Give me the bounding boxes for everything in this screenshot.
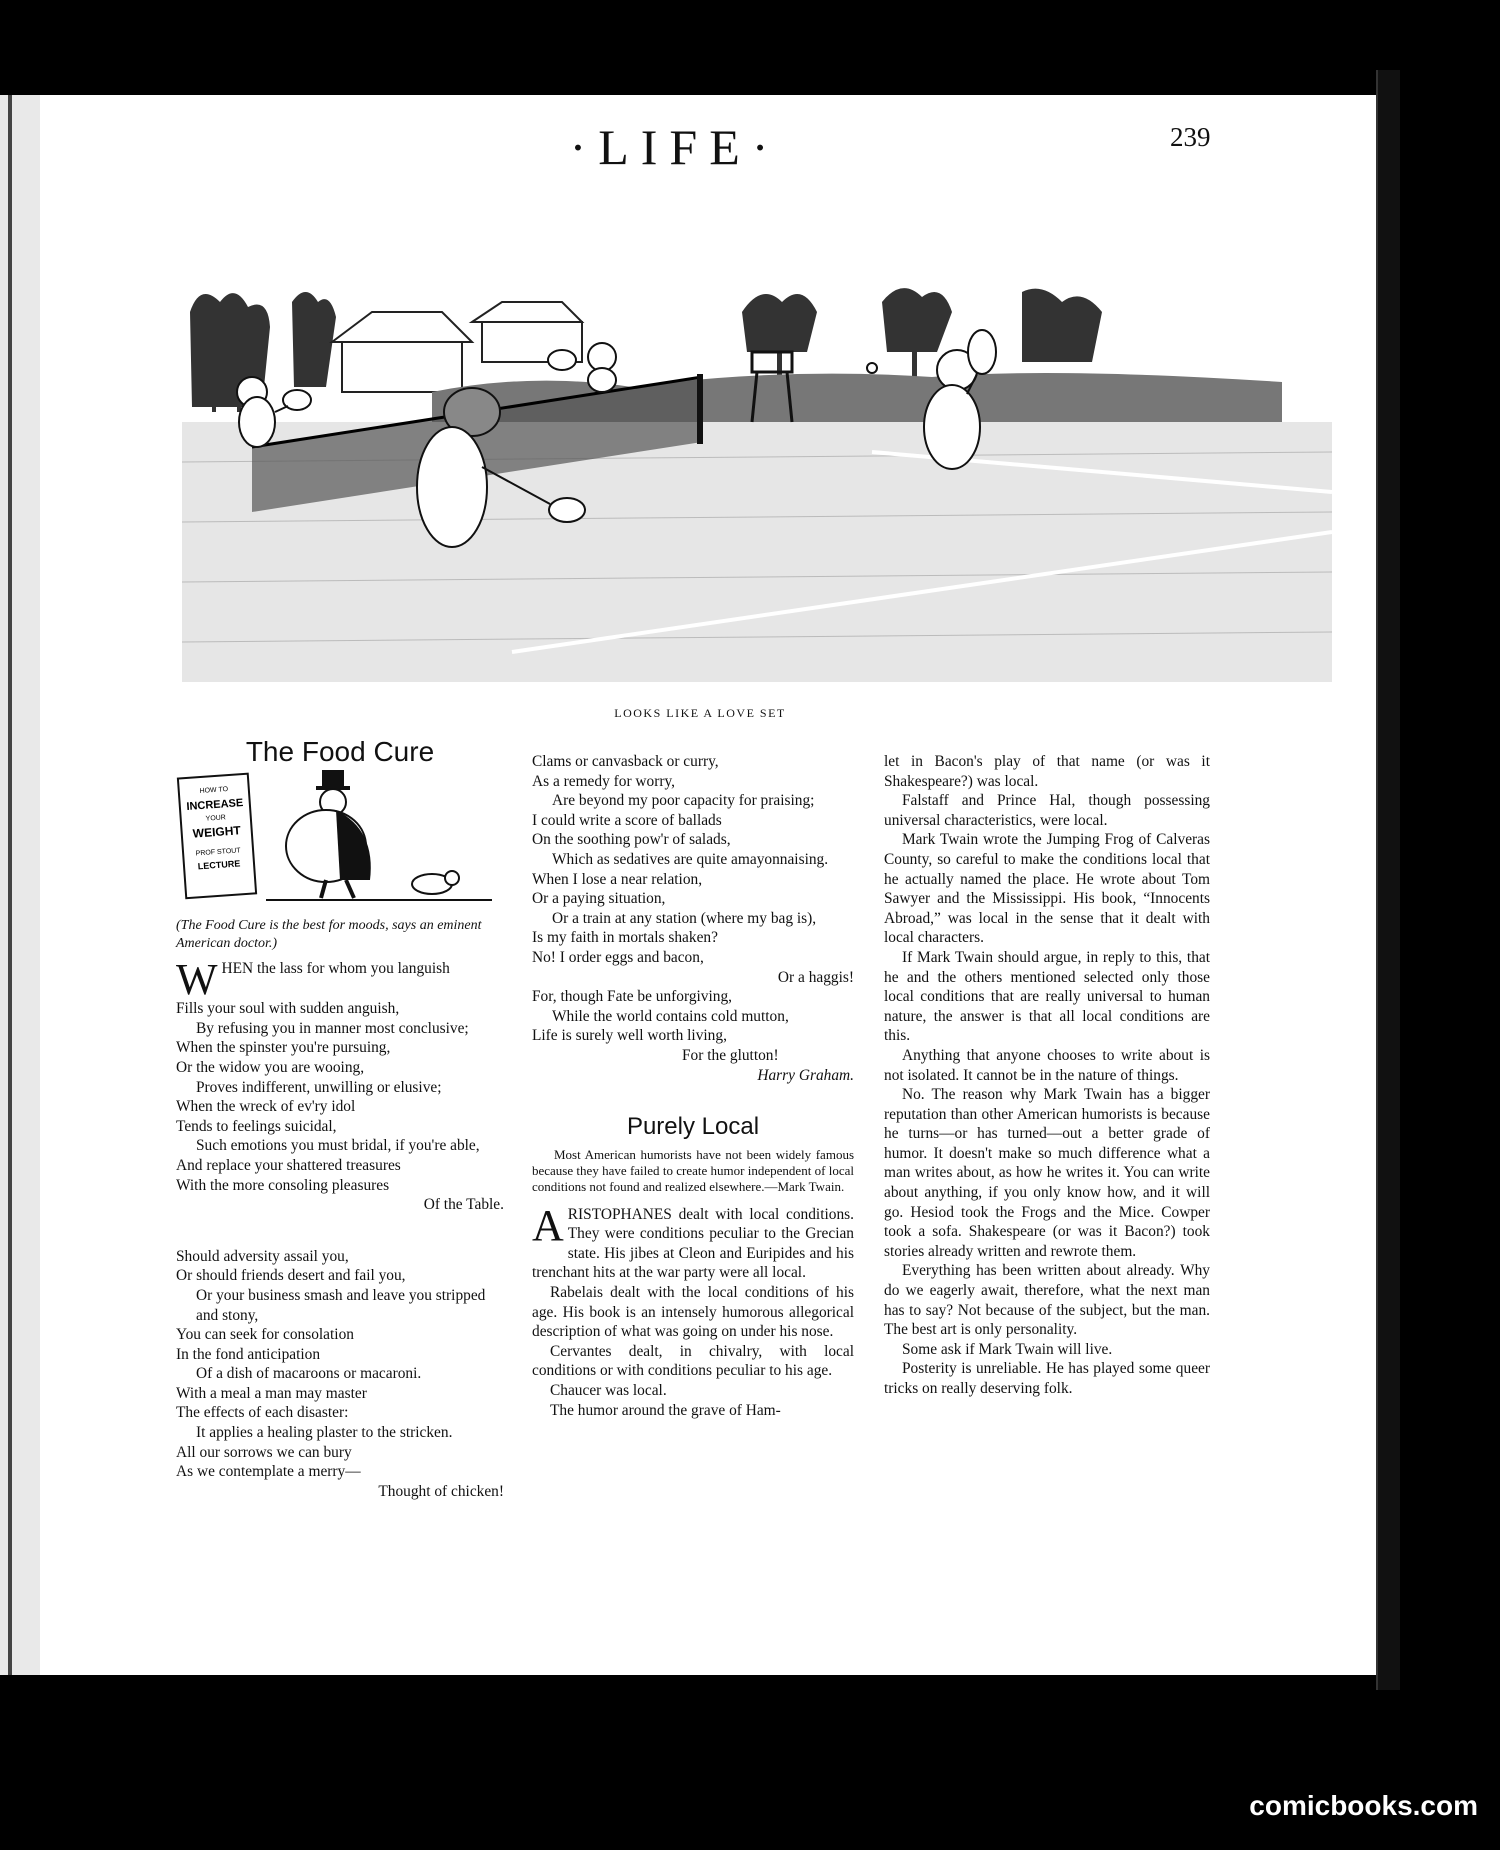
poem-line: Or a train at any station (where my bag is), xyxy=(552,909,817,927)
sign-line: LECTURE xyxy=(197,857,241,871)
poem-line: When the wreck of ev'ry idol xyxy=(176,1098,356,1116)
purely-local-title: Purely Local xyxy=(626,1113,760,1141)
poem-line: As we contemplate a merry— xyxy=(176,1463,361,1481)
poem-line: It applies a healing plaster to the stricken. xyxy=(196,1424,453,1442)
paragraph: Anything that anyone chooses to write about is not isolated. It cannot be in the nature of things. xyxy=(884,1046,1210,1084)
poem-line: Which as sedatives are quite amayonnaising. xyxy=(552,850,829,868)
poem-line: Life is surely well worth living, xyxy=(532,1027,727,1045)
page-number: 239 xyxy=(1170,122,1211,152)
poem-line: With a meal a man may master xyxy=(176,1384,367,1402)
paragraph: RISTOPHANES dealt with local conditions. They were conditions peculiar to the Grecian state. His jibes at Cleon and Euripides and his trenchant hits at the war party were all local. xyxy=(532,1205,854,1282)
paragraph: Posterity is unreliable. He has played some queer tricks on really deserving folk. xyxy=(884,1360,1210,1397)
sign-line: WEIGHT xyxy=(192,822,242,841)
poem-line: Fills your soul with sudden anguish, xyxy=(176,1000,400,1018)
poem-line: No! I order eggs and bacon, xyxy=(532,948,704,966)
poem-line: When the spinster you're pursuing, xyxy=(176,1039,391,1057)
poem-line: Of the Table. xyxy=(423,1196,504,1214)
poem-line: Or should friends desert and fail you, xyxy=(176,1267,406,1285)
column-3 xyxy=(884,752,1210,1399)
author-signature: Harry Graham. xyxy=(757,1066,854,1084)
poem-line: When I lose a near relation, xyxy=(532,870,703,888)
poem-line: Of a dish of macaroons or macaroni. xyxy=(196,1365,422,1383)
poem-line: Or the widow you are wooing, xyxy=(176,1058,365,1076)
paragraph: Mark Twain wrote the Jumping Frog of Calveras County, so careful to make the conditions local that he actually named the place. He wrote about Tom Sawyer and the Mississippi. His book, “Innocents Abroad,” was local in the sense that it dealt with local characters. xyxy=(884,831,1210,947)
sign-line: HOW TO xyxy=(199,785,229,795)
watermark: comicbooks.com xyxy=(1249,1790,1478,1821)
column-2 xyxy=(532,752,854,1420)
poem-line: Or your business smash and leave you stripped and stony, xyxy=(196,1286,486,1324)
poem-line: Is my faith in mortals shaken? xyxy=(532,929,718,947)
paragraph: Everything has been written about already. Why do we eagerly await, therefore, what the next man has to say? Not because of the subject, but the man. The best art is only personality. xyxy=(884,1262,1210,1339)
drop-cap: W xyxy=(176,955,218,1005)
food-cure-illustration xyxy=(176,766,494,906)
food-cure-caption: (The Food Cure is the best for moods, says an eminent American doctor.) xyxy=(176,918,482,952)
poem-line: All our sorrows we can bury xyxy=(176,1443,352,1461)
poem-line: And replace your shattered treasures xyxy=(176,1156,401,1174)
poem-line: Tends to feelings suicidal, xyxy=(176,1117,337,1135)
illustration-caption: LOOKS LIKE A LOVE SET xyxy=(614,706,786,720)
poem-line: Or a paying situation, xyxy=(532,890,666,908)
poem-line: On the soothing pow'r of salads, xyxy=(532,831,731,849)
poem-line: The effects of each disaster: xyxy=(176,1404,349,1422)
paragraph: If Mark Twain should argue, in reply to this, that he and the others mentioned selected only those local conditions that are really universal to human nature, the answer is that all local conditions are this. xyxy=(884,948,1210,1045)
stout-man xyxy=(286,770,371,898)
masthead: ·LIFE· xyxy=(569,119,781,175)
poem-line: I could write a score of ballads xyxy=(532,811,722,829)
poem-line: In the fond anticipation xyxy=(176,1345,321,1363)
tennis-illustration xyxy=(182,282,1332,682)
poem-line: Are beyond my poor capacity for praising; xyxy=(552,792,815,810)
column-1 xyxy=(176,736,504,1501)
paragraph: Cervantes dealt, in chivalry, with local conditions or with conditions peculiar to his age. xyxy=(532,1342,854,1380)
paragraph: Falstaff and Prince Hal, though possessing universal characteristics, were local. xyxy=(884,792,1210,829)
poem-line: You can seek for consolation xyxy=(176,1326,354,1344)
poem-line: With the more consoling pleasures xyxy=(176,1176,390,1194)
paragraph: No. The reason why Mark Twain has a bigger reputation than other American humorists is because he turns—or has turned—out a better grade of humor. It doesn't make so much difference what a man writes about, as how he writes it. You can write about anything, if you only know how, and it will go. Hesiod took the Frogs and the Mice. Cowper took a sofa. Shakespeare (or was it Bacon?) took stories already written and rewrote them. xyxy=(884,1086,1210,1260)
poem-line: Or a haggis! xyxy=(777,968,854,986)
page-edge xyxy=(1376,70,1400,1690)
poem-line: For the glutton! xyxy=(682,1046,779,1064)
epigraph: Most American humorists have not been widely famous because they have failed to create humor independent of local conditions not found and realized elsewhere.—Mark Twain. xyxy=(532,1146,854,1194)
drop-cap: A xyxy=(532,1200,564,1250)
sign-line: INCREASE xyxy=(186,796,244,813)
poem-line: Thought of chicken! xyxy=(378,1482,504,1500)
paragraph: Some ask if Mark Twain will live. xyxy=(902,1340,1113,1358)
poem-line: HEN the lass for whom you languish xyxy=(221,960,450,978)
paragraph: The humor around the grave of Ham- xyxy=(550,1401,781,1419)
poem-line: By refusing you in manner most conclusive; xyxy=(196,1019,469,1037)
poem-line: Such emotions you must bridal, if you're able, xyxy=(196,1137,480,1155)
sign-line: PROF STOUT xyxy=(195,846,241,858)
book-binding xyxy=(0,95,43,1675)
poem-line: Should adversity assail you, xyxy=(176,1247,349,1265)
poem-line: Clams or canvasback or curry, xyxy=(532,753,719,770)
sign-line: YOUR xyxy=(205,813,227,823)
poem-line: Proves indifferent, unwilling or elusive; xyxy=(196,1078,442,1096)
paragraph: let in Bacon's play of that name (or was it Shakespeare?) was local. xyxy=(884,753,1210,790)
paragraph: Chaucer was local. xyxy=(550,1382,667,1400)
food-cure-title: The Food Cure xyxy=(245,736,435,767)
poem-line: While the world contains cold mutton, xyxy=(552,1007,789,1025)
paragraph: Rabelais dealt with the local conditions of his age. His book is an intensely humorous allegorical description of what was going on under his nose. xyxy=(532,1284,854,1341)
dog xyxy=(412,871,459,894)
poem-line: For, though Fate be unforgiving, xyxy=(532,988,733,1006)
poem-line: As a remedy for worry, xyxy=(532,772,676,790)
